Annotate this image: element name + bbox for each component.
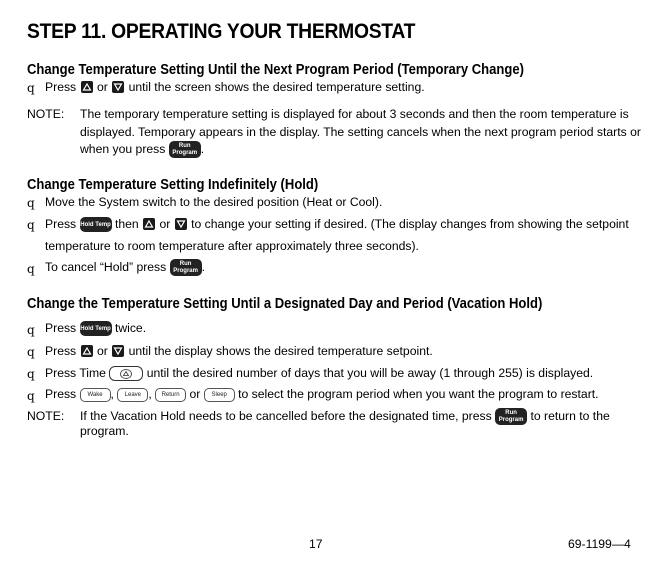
section1-heading: Change Temperature Setting Until the Next Program Period (Temporary Change) — [27, 62, 524, 78]
sleep-button-icon: Sleep — [204, 388, 235, 402]
leave-button-icon: Leave — [117, 388, 148, 402]
hold-temp-button-icon: Hold Temp — [80, 321, 112, 336]
bullet-marker: q — [27, 81, 35, 95]
section1-step1: Press or until the screen shows the desired temperature setting. — [45, 80, 425, 94]
page-title: STEP 11. OPERATING YOUR THERMOSTAT — [27, 20, 416, 43]
hold-temp-button-icon: Hold Temp — [80, 217, 112, 232]
wake-button-icon: Wake — [80, 388, 111, 402]
section3-step4: Press Wake , Leave , Return or Sleep to select the program period when you want the program to restart. — [45, 387, 599, 401]
run-program-button-icon: Run Program — [170, 259, 202, 276]
section2-step2-cont: temperature to room temperature after approximately three seconds). — [45, 239, 419, 253]
bullet-marker: q — [27, 367, 35, 381]
down-arrow-icon — [112, 81, 124, 93]
up-arrow-icon — [81, 81, 93, 93]
section3-step1: Press Hold Temp twice. — [45, 321, 147, 335]
note-label: NOTE: — [27, 409, 65, 423]
note-line: The temporary temperature setting is displayed for about 3 seconds and then the room temperature is — [80, 107, 629, 121]
up-arrow-icon — [81, 345, 93, 357]
page-number: 17 — [309, 537, 323, 551]
section3-step2: Press or until the display shows the desired temperature setpoint. — [45, 344, 433, 358]
note-line: when you press Run Program . — [80, 141, 204, 158]
return-button-icon: Return — [155, 388, 186, 402]
bullet-marker: q — [27, 389, 35, 403]
section2-step2: Press Hold Temp then or to change your setting if desired. (The display changes from showing the setpoint — [45, 217, 629, 231]
section3-heading: Change the Temperature Setting Until a Designated Day and Period (Vacation Hold) — [27, 296, 543, 312]
note-line: If the Vacation Hold needs to be cancelled before the designated time, press Run Program to return to the — [80, 408, 610, 425]
note-line: program. — [80, 424, 129, 438]
bullet-marker: q — [27, 218, 35, 232]
down-arrow-icon — [175, 218, 187, 230]
section2-step3: To cancel “Hold” press Run Program . — [45, 259, 205, 276]
bullet-marker: q — [27, 196, 35, 210]
section2-step1: Move the System switch to the desired position (Heat or Cool). — [45, 195, 383, 209]
bullet-marker: q — [27, 323, 35, 337]
note-line: displayed. Temporary appears in the display. The setting cancels when the next program period starts or — [80, 125, 641, 139]
bullet-marker: q — [27, 345, 35, 359]
time-button-icon — [109, 366, 143, 381]
up-arrow-icon — [143, 218, 155, 230]
section3-step3: Press Time until the desired number of days that you will be away (1 through 255) is displayed. — [45, 366, 594, 380]
run-program-button-icon: Run Program — [169, 141, 201, 158]
down-arrow-icon — [112, 345, 124, 357]
bullet-marker: q — [27, 262, 35, 276]
note-label: NOTE: — [27, 107, 65, 121]
section2-heading: Change Temperature Setting Indefinitely (Hold) — [27, 177, 319, 193]
run-program-button-icon: Run Program — [495, 408, 527, 425]
document-number: 69-1199—4 — [568, 537, 631, 551]
